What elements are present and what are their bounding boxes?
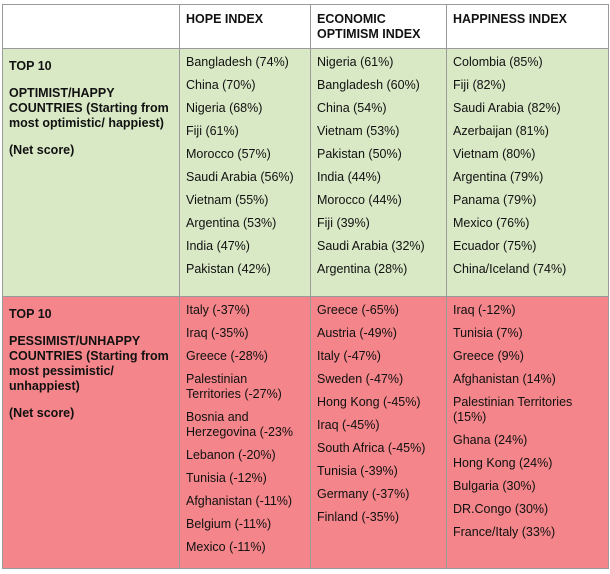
list-item: Ghana (24%): [453, 433, 528, 447]
list-item: Argentina (28%): [317, 262, 408, 276]
list-item: Tunisia (7%): [453, 326, 523, 340]
top-ten-description: OPTIMIST/HAPPY COUNTRIES (Starting from most optimistic/ happiest): [9, 86, 169, 130]
list-item: Colombia (85%): [453, 55, 543, 69]
list-item: Sweden (-47%): [317, 372, 404, 386]
list-item: China (70%): [186, 78, 256, 92]
hope-index-header: HOPE INDEX: [180, 5, 311, 49]
list-item: South Africa (-45%): [317, 441, 426, 455]
list-item: Azerbaijan (81%): [453, 124, 549, 138]
list-item: China/Iceland (74%): [453, 262, 567, 276]
list-item: Iraq (-45%): [317, 418, 380, 432]
list-item: Mexico (76%): [453, 216, 530, 230]
bottom-ten-label-cell: [3, 297, 180, 569]
list-item: Bulgaria (30%): [453, 479, 536, 493]
bottom-happiness-cell: [447, 297, 609, 569]
list-item: Saudi Arabia (82%): [453, 101, 561, 115]
bottom-ten-row: [3, 297, 609, 569]
list-item: Pakistan (50%): [317, 147, 402, 161]
list-item: Italy (-37%): [186, 303, 250, 317]
top-ten-note: (Net score): [9, 143, 75, 157]
list-item: Hong Kong (24%): [453, 456, 553, 470]
list-item: Bangladesh (60%): [317, 78, 420, 92]
list-item: Afghanistan (14%): [453, 372, 556, 386]
list-item: France/Italy (33%): [453, 525, 556, 539]
list-item: Iraq (-35%): [186, 326, 249, 340]
list-item: Vietnam (53%): [317, 124, 400, 138]
top-happiness-cell: [447, 49, 609, 297]
list-item: Lebanon (-20%): [186, 448, 276, 462]
list-item: Bangladesh (74%): [186, 55, 289, 69]
list-item: India (44%): [317, 170, 381, 184]
list-item: Germany (-37%): [317, 487, 410, 501]
top-ten-row: [3, 49, 609, 297]
list-item: Fiji (82%): [453, 78, 506, 92]
top-ten-title: TOP 10: [9, 59, 52, 73]
list-item: Ecuador (75%): [453, 239, 537, 253]
list-item: Vietnam (80%): [453, 147, 536, 161]
economic-optimism-header: ECONOMIC OPTIMISM INDEX: [311, 5, 447, 49]
corner-header: [3, 5, 180, 49]
list-item: Afghanistan (-11%): [186, 494, 293, 508]
list-item: Hong Kong (-45%): [317, 395, 421, 409]
list-item: Palestinian Territories (-27%): [186, 372, 282, 401]
list-item: Finland (-35%): [317, 510, 399, 524]
index-comparison-table: [2, 4, 609, 569]
top-economic-cell: [311, 49, 447, 297]
top-ten-label-cell: [3, 49, 180, 297]
bottom-ten-description: PESSIMIST/UNHAPPY COUNTRIES (Starting from most pessimistic/ unhappiest): [9, 334, 169, 393]
list-item: Vietnam (55%): [186, 193, 269, 207]
happiness-index-header: HAPPINESS INDEX: [447, 5, 609, 49]
list-item: Morocco (57%): [186, 147, 271, 161]
list-item: Argentina (79%): [453, 170, 544, 184]
list-item: DR.Congo (30%): [453, 502, 549, 516]
list-item: Greece (-28%): [186, 349, 268, 363]
list-item: Saudi Arabia (32%): [317, 239, 425, 253]
top-hope-cell: [180, 49, 311, 297]
list-item: Nigeria (61%): [317, 55, 394, 69]
list-item: Greece (9%): [453, 349, 524, 363]
header-row: [3, 5, 609, 49]
list-item: Panama (79%): [453, 193, 537, 207]
bottom-economic-cell: [311, 297, 447, 569]
list-item: Belgium (-11%): [186, 517, 272, 531]
list-item: Tunisia (-12%): [186, 471, 267, 485]
list-item: Palestinian Territories (15%): [453, 395, 573, 424]
list-item: Iraq (-12%): [453, 303, 516, 317]
bottom-ten-title: TOP 10: [9, 307, 52, 321]
list-item: India (47%): [186, 239, 250, 253]
list-item: China (54%): [317, 101, 387, 115]
list-item: Bosnia and Herzegovina (-23%: [186, 410, 293, 439]
bottom-ten-note: (Net score): [9, 406, 75, 420]
bottom-hope-cell: [180, 297, 311, 569]
list-item: Nigeria (68%): [186, 101, 263, 115]
list-item: Austria (-49%): [317, 326, 397, 340]
list-item: Fiji (39%): [317, 216, 370, 230]
list-item: Morocco (44%): [317, 193, 402, 207]
list-item: Greece (-65%): [317, 303, 399, 317]
list-item: Argentina (53%): [186, 216, 277, 230]
list-item: Italy (-47%): [317, 349, 381, 363]
list-item: Pakistan (42%): [186, 262, 271, 276]
list-item: Mexico (-11%): [186, 540, 266, 554]
list-item: Fiji (61%): [186, 124, 239, 138]
list-item: Saudi Arabia (56%): [186, 170, 294, 184]
list-item: Tunisia (-39%): [317, 464, 398, 478]
